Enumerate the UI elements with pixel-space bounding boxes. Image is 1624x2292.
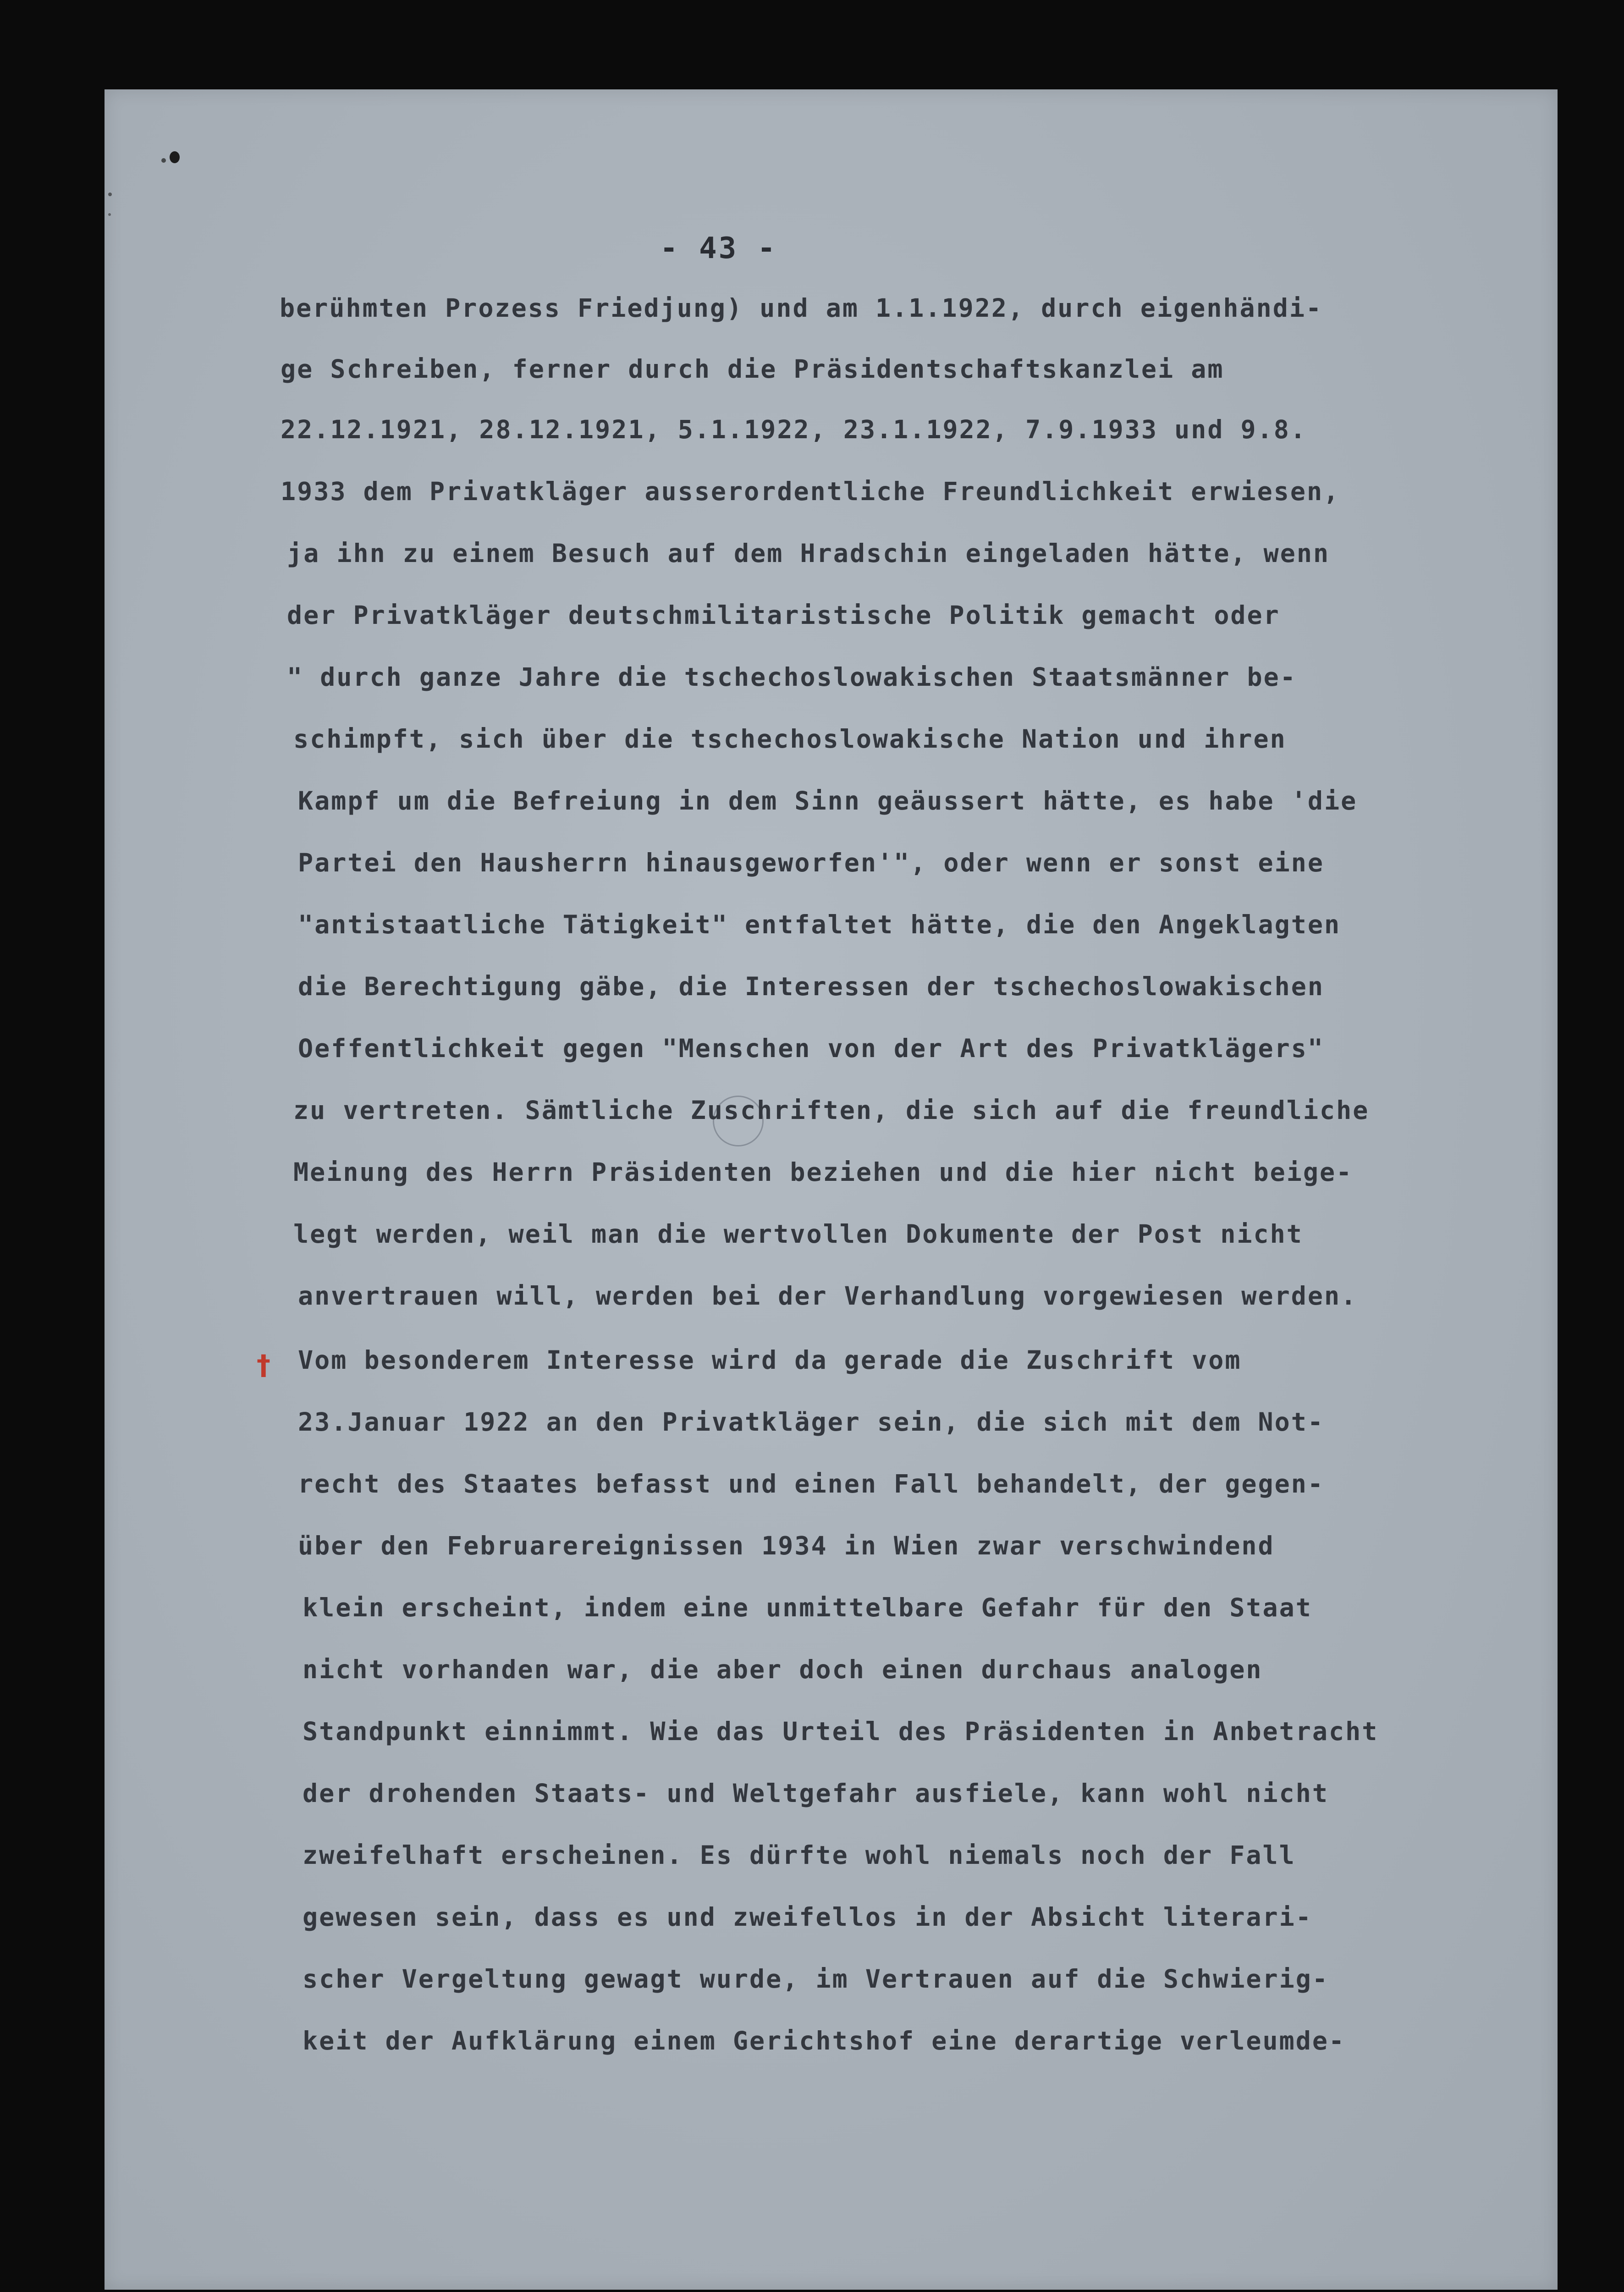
text-line: über den Februarereignissen 1934 in Wien zwar verschwindend bbox=[298, 1531, 1275, 1560]
text-line: Oeffentlichkeit gegen "Menschen von der Art des Privatklägers" bbox=[298, 1034, 1324, 1063]
text-line: 23.Januar 1922 an den Privatkläger sein, die sich mit dem Not- bbox=[298, 1407, 1324, 1437]
text-line: recht des Staates befasst und einen Fall behandelt, der gegen- bbox=[298, 1469, 1324, 1499]
text-line: "antistaatliche Tätigkeit" entfaltet hätte, die den Angeklagten bbox=[298, 910, 1341, 939]
text-line: Vom besonderem Interesse wird da gerade die Zuschrift vom bbox=[298, 1345, 1242, 1375]
text-line: legt werden, weil man die wertvollen Dokumente der Post nicht bbox=[293, 1219, 1303, 1249]
margin-insertion-mark: † bbox=[257, 1349, 270, 1381]
text-line: zu vertreten. Sämtliche Zuschriften, die sich auf die freundliche bbox=[293, 1096, 1370, 1125]
text-line: anvertrauen will, werden bei der Verhandlung vorgewiesen werden. bbox=[298, 1281, 1358, 1311]
text-line: 1933 dem Privatkläger ausserordentliche Freundlichkeit erwiesen, bbox=[281, 477, 1340, 506]
text-line: der Privatkläger deutschmilitaristische Politik gemacht oder bbox=[287, 601, 1280, 630]
text-line: die Berechtigung gäbe, die Interessen der tschechoslowakischen bbox=[298, 972, 1324, 1001]
text-line: 22.12.1921, 28.12.1921, 5.1.1922, 23.1.1922, 7.9.1933 und 9.8. bbox=[281, 415, 1307, 444]
text-line: Partei den Hausherrn hinausgeworfen'", oder wenn er sonst eine bbox=[298, 848, 1324, 877]
text-line: keit der Aufklärung einem Gerichtshof eine derartige verleumde- bbox=[303, 2026, 1346, 2055]
text-line: " durch ganze Jahre die tschechoslowakischen Staatsmänner be- bbox=[287, 662, 1297, 692]
page-number: - 43 - bbox=[660, 231, 777, 265]
text-line: schimpft, sich über die tschechoslowakische Nation und ihren bbox=[293, 724, 1287, 754]
text-line: Kampf um die Befreiung in dem Sinn geäussert hätte, es habe 'die bbox=[298, 786, 1358, 815]
text-line: zweifelhaft erscheinen. Es dürfte wohl niemals noch der Fall bbox=[303, 1840, 1296, 1870]
text-line: der drohenden Staats- und Weltgefahr ausfiele, kann wohl nicht bbox=[303, 1779, 1329, 1808]
text-line: nicht vorhanden war, die aber doch einen durchaus analogen bbox=[303, 1655, 1263, 1684]
text-line: scher Vergeltung gewagt wurde, im Vertrauen auf die Schwierig- bbox=[303, 1964, 1329, 1994]
text-line: Standpunkt einnimmt. Wie das Urteil des Präsidenten in Anbetracht bbox=[303, 1717, 1379, 1746]
text-line: gewesen sein, dass es und zweifellos in der Absicht literari- bbox=[303, 1902, 1312, 1932]
text-line: ge Schreiben, ferner durch die Präsidentschaftskanzlei am bbox=[281, 354, 1224, 384]
text-line: klein erscheint, indem eine unmittelbare Gefahr für den Staat bbox=[303, 1593, 1312, 1622]
text-line: Meinung des Herrn Präsidenten beziehen und die hier nicht beige- bbox=[293, 1157, 1353, 1187]
text-line: ja ihn zu einem Besuch auf dem Hradschin eingeladen hätte, wenn bbox=[287, 539, 1330, 568]
text-line: berühmten Prozess Friedjung) und am 1.1.1922, durch eigenhändi- bbox=[280, 293, 1323, 323]
